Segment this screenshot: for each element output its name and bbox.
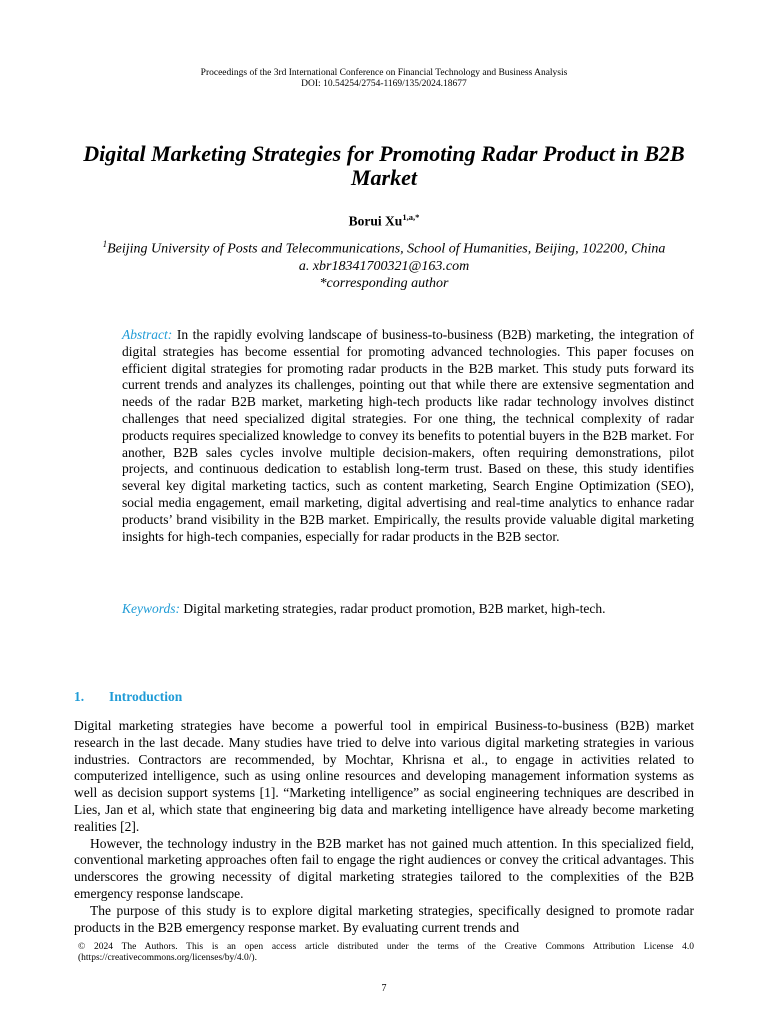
keywords xyxy=(122,600,694,617)
paragraph: Digital marketing strategies have become a powerful tool in empirical Business-to-business (B2B) market research in the last decade. Many studies have tried to delve into various digital marketing strategies in various industries. Contractors are recommended, by Mochtar, Khrisna et al., to engage in activities related to computerized intelligence, such as using online resources and developing management information systems as well as decision support systems [1]. “Marketing intelligence” as social engineering techniques are described in Lies, Jan et al, which state that engineering big data and marketing intelligence have already become marketing realities [2]. xyxy=(74,718,694,834)
page-number: 7 xyxy=(381,983,387,994)
keywords-label: Keywords: xyxy=(122,601,180,616)
corresponding-author-note: *corresponding author xyxy=(319,275,449,291)
running-header-conference: Proceedings of the 3rd International Conference on Financial Technology and Business Analysis xyxy=(200,68,568,78)
keywords-text: Digital marketing strategies, radar product promotion, B2B market, high-tech. xyxy=(183,601,606,616)
abstract-label: Abstract: xyxy=(122,327,173,342)
paragraph: The purpose of this study is to explore digital marketing strategies, specifically designed to promote radar products in the B2B emergency response market. By evaluating current trends and xyxy=(74,902,694,935)
abstract-text: In the rapidly evolving landscape of business-to-business (B2B) marketing, the integration of digital strategies has become essential for promoting advanced technologies. This paper focuses on efficient digital strategies for promoting radar products in the B2B market. This study puts forward its current trends and analyzes its challenges, pointing out that while there are extensive segmentation and needs of the radar B2B market, marketing high-tech products like radar technology involves distinct challenges that need specialized digital strategies. For one thing, the technical complexity of radar products requires specialized knowledge to convey its benefits to potential buyers in the B2B market. For another, B2B sales cycles involve multiple decision-makers, often requiring demonstrations, pilot projects, and continuous dedication to establish long-term trust. Based on these, this study identifies several key digital marketing tactics, such as content marketing, Search Engine Optimization (SEO), social media engagement, email marketing, digital advertising and real-time analytics to enhance radar products’ brand visibility in the B2B market. Empirically, the results provide valuable digital marketing insights for high-tech companies, especially for radar products in the B2B sector. xyxy=(122,327,695,544)
paper-title: Digital Marketing Strategies for Promoting Radar Product in B2B Market xyxy=(83,141,685,190)
section-number: 1. xyxy=(74,689,85,704)
affiliation-block xyxy=(80,236,688,292)
affiliation-superscript: 1 xyxy=(102,239,108,249)
section-heading xyxy=(74,689,182,705)
paragraph: However, the technology industry in the B2B market has not gained much attention. In this specialized field, conventional marketing approaches often fail to engage the right audiences or convey the critical advantages. This underscores the growing necessity of digital marketing strategies tailored to the complexities of the B2B emergency response landscape. xyxy=(74,835,694,901)
license-footnote: © 2024 The Authors. This is an open access article distributed under the terms of the Creative Commons Attribution License 4.0 (https://creativecommons.org/licenses/by/4.0/). xyxy=(78,942,694,963)
abstract xyxy=(122,327,694,545)
affiliation-text: Beijing University of Posts and Telecommunications, School of Humanities, Beijing, 102200, China xyxy=(107,241,666,257)
author-superscript: 1,a,* xyxy=(402,212,420,222)
running-header-doi: DOI: 10.54254/2754-1169/135/2024.18677 xyxy=(301,79,467,89)
author-line xyxy=(0,212,768,230)
body-text xyxy=(74,718,694,936)
section-title: Introduction xyxy=(109,689,183,704)
author-name: Borui Xu xyxy=(348,213,403,229)
author-email: a. xbr18341700321@163.com xyxy=(298,258,470,274)
affiliation-line xyxy=(80,236,688,258)
